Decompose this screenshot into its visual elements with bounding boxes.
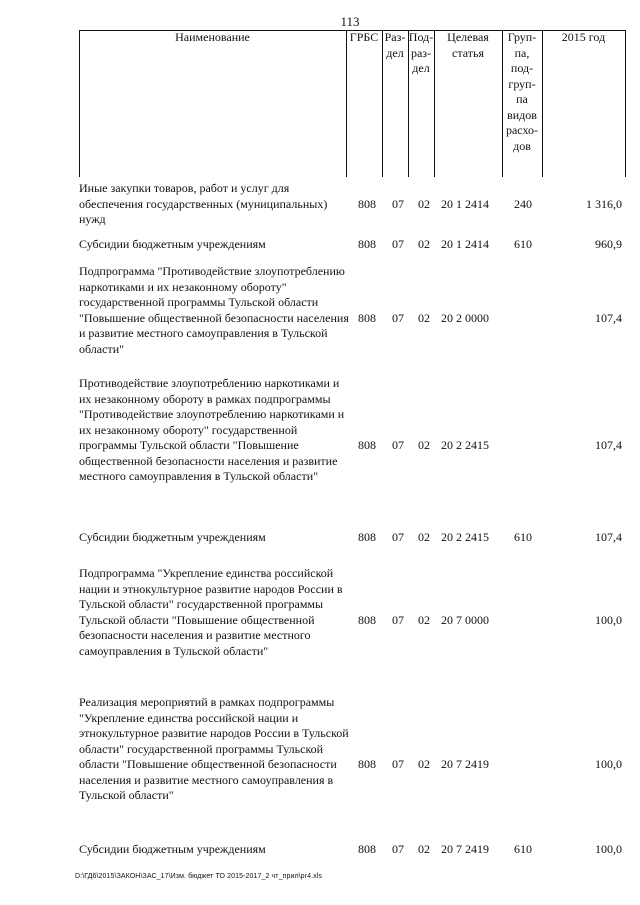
page-number: 113: [340, 14, 360, 29]
row-celevaya: 20 2 2415: [441, 438, 489, 452]
row-vid: 610: [514, 842, 532, 856]
row-sum: 107,4: [595, 438, 622, 452]
row-podrazdel: 02: [418, 438, 430, 452]
row-podrazdel: 02: [418, 757, 430, 771]
file-path-footer: D:\ГД6\2015\ЗАКОН\ЗАС_17\Изм. бюджет ТО 2015-2017_2 чт_прил\pr4.xls: [75, 873, 322, 880]
row-celevaya: 20 7 2419: [441, 842, 489, 856]
header-celevaya-statya: Целевая статья: [447, 30, 489, 60]
row-grbs: 808: [358, 237, 376, 251]
row-celevaya: 20 7 0000: [441, 612, 489, 627]
row-celevaya: 20 1 2414: [441, 196, 489, 211]
row-celevaya: 20 1 2414: [441, 237, 489, 251]
row-grbs: 808: [358, 530, 376, 544]
row-grbs: 808: [358, 310, 376, 325]
row-sum: 100,0: [595, 842, 622, 856]
row-podrazdel: 02: [418, 530, 430, 544]
row-name: Иные закупки товаров, работ и услуг для обеспечения государственных (муниципальных) нужд: [79, 181, 328, 226]
row-grbs: 808: [358, 438, 376, 452]
row-grbs: 808: [358, 612, 376, 627]
header-name: Наименование: [175, 30, 250, 44]
row-sum: 100,0: [595, 757, 622, 771]
row-sum: 1 316,0: [586, 196, 622, 211]
row-name: Субсидии бюджетным учреждениям: [79, 237, 266, 251]
row-razdel: 07: [392, 530, 404, 544]
header-year: 2015 год: [561, 30, 606, 44]
row-razdel: 07: [392, 310, 404, 325]
row-podrazdel: 02: [418, 196, 430, 211]
row-razdel: 07: [392, 842, 404, 856]
row-podrazdel: 02: [418, 237, 430, 251]
row-sum: 960,9: [595, 237, 622, 251]
table-header: [79, 30, 625, 177]
row-name: Противодействие злоупотреблению наркотиками и их незаконному обороту в рамках подпрограммы "Противодействие злоупотреблению наркотиками и их незаконному обороту" государственной программы Тульской области "Повышение общественной безопасности населения и развитие местного самоуправления в Тульской области": [79, 376, 345, 483]
row-razdel: 07: [392, 612, 404, 627]
row-razdel: 07: [392, 196, 404, 211]
row-grbs: 808: [358, 842, 376, 856]
row-razdel: 07: [392, 237, 404, 251]
row-grbs: 808: [358, 196, 376, 211]
row-name: Субсидии бюджетным учреждениям: [79, 842, 266, 856]
row-vid: 610: [514, 530, 532, 544]
header-podrazdel: Под- раз- дел: [408, 30, 434, 75]
row-podrazdel: 02: [418, 612, 430, 627]
row-podrazdel: 02: [418, 310, 430, 325]
row-name: Подпрограмма "Противодействие злоупотреблению наркотиками и их незаконному обороту" государственной программы Тульской области "Повышение общественной безопасности населения и развитие местного самоуправления в Тульской области": [79, 264, 349, 356]
header-grbs: ГРБС: [349, 30, 379, 44]
row-name: Подпрограмма "Укрепление единства российской нации и этнокультурное развитие народов России в Тульской области" государственной программы Тульской области "Повышение общественной безопасности населения и развитие местного самоуправления в Тульской области": [79, 566, 343, 658]
header-vid-rashodov: Груп- па, под- груп- па видов расхо- дов: [505, 30, 539, 153]
row-name: Субсидии бюджетным учреждениям: [79, 530, 266, 544]
row-razdel: 07: [392, 757, 404, 771]
row-celevaya: 20 7 2419: [441, 757, 489, 771]
row-sum: 100,0: [595, 612, 622, 627]
row-celevaya: 20 2 2415: [441, 530, 489, 544]
row-vid: 240: [514, 196, 532, 211]
row-razdel: 07: [392, 438, 404, 452]
row-celevaya: 20 2 0000: [441, 310, 489, 325]
header-razdel: Раз- дел: [384, 30, 406, 60]
row-grbs: 808: [358, 757, 376, 771]
row-vid: 610: [514, 237, 532, 251]
row-sum: 107,4: [595, 310, 622, 325]
row-name: Реализация мероприятий в рамках подпрограммы "Укрепление единства российской нации и этнокультурное развитие народов России в Тульской области" государственной программы Тульской области "Повышение общественной безопасности населения и развитие местного самоуправления в Тульской области": [79, 695, 349, 802]
row-podrazdel: 02: [418, 842, 430, 856]
row-sum: 107,4: [595, 530, 622, 544]
